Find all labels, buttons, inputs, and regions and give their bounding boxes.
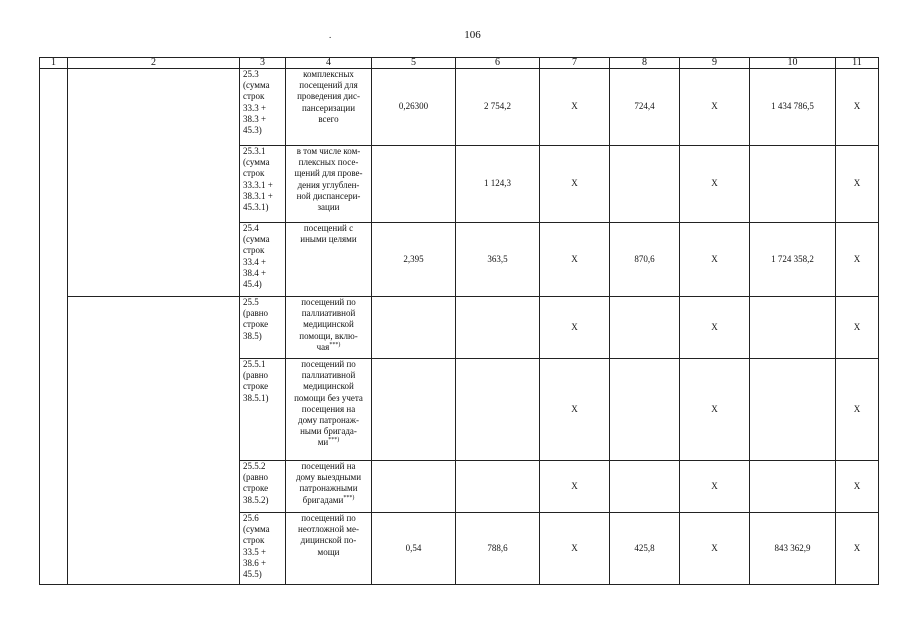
row-description: посещений по паллиативной медицинской помощи, вклю- чая***) (286, 297, 372, 359)
footnote-mark: ***) (328, 437, 340, 444)
cell-c9: X (680, 297, 750, 359)
row-description: комплексных посещений для проведения дис- пансеризации всего (286, 69, 372, 146)
cell-c6 (456, 359, 540, 461)
cell-c6: 363,5 (456, 223, 540, 297)
cell-c10: 1 434 786,5 (750, 69, 836, 146)
cell-c11: X (836, 513, 879, 585)
page-number: 106 (464, 29, 481, 41)
cell-c5: 0,26300 (372, 69, 456, 146)
row-description: посещений по паллиативной медицинской помощи без учета посещения на дому патронаж- ными бригада- ми***) (286, 359, 372, 461)
cell-c6: 788,6 (456, 513, 540, 585)
row-code: 25.5.2 (равно строке 38.5.2) (240, 461, 286, 513)
cell-c8 (610, 359, 680, 461)
cell-c11: X (836, 223, 879, 297)
cell-c5: 2,395 (372, 223, 456, 297)
cell-c7: X (540, 297, 610, 359)
cell-c5 (372, 146, 456, 223)
cell-c10: 843 362,9 (750, 513, 836, 585)
cell-c6: 2 754,2 (456, 69, 540, 146)
cell-c5 (372, 461, 456, 513)
header-cell: 10 (750, 58, 836, 69)
cell-c5 (372, 297, 456, 359)
data-table (39, 57, 879, 585)
cell-c10 (750, 297, 836, 359)
cell-c9: X (680, 223, 750, 297)
header-cell: 11 (836, 58, 879, 69)
row-code: 25.4 (сумма строк 33.4 + 38.4 + 45.4) (240, 223, 286, 297)
cell-c11: X (836, 69, 879, 146)
cell-c7: X (540, 146, 610, 223)
footnote-mark: ***) (329, 341, 341, 348)
cell-c9: X (680, 359, 750, 461)
cell-c6: 1 124,3 (456, 146, 540, 223)
header-cell: 8 (610, 58, 680, 69)
cell-c11: X (836, 461, 879, 513)
row-description: посещений с иными целями (286, 223, 372, 297)
cell-c7: X (540, 69, 610, 146)
cell-c5: 0,54 (372, 513, 456, 585)
cell-c10: 1 724 358,2 (750, 223, 836, 297)
row-code: 25.5.1 (равно строке 38.5.1) (240, 359, 286, 461)
header-cell: 4 (286, 58, 372, 69)
cell-c11: X (836, 146, 879, 223)
cell-c11: X (836, 297, 879, 359)
header-cell: 2 (68, 58, 240, 69)
cell-c8 (610, 461, 680, 513)
page-dot: . (329, 30, 332, 40)
cell-c7: X (540, 223, 610, 297)
cell-c8: 724,4 (610, 69, 680, 146)
cell-c9: X (680, 461, 750, 513)
row-description: посещений на дому выездными патронажными бригадами***) (286, 461, 372, 513)
cell-c9: X (680, 146, 750, 223)
cell-c11: X (836, 359, 879, 461)
table-row (40, 297, 879, 359)
cell-c6 (456, 461, 540, 513)
header-cell: 7 (540, 58, 610, 69)
header-cell: 6 (456, 58, 540, 69)
table-row (40, 69, 879, 146)
cell-c7: X (540, 513, 610, 585)
row-code: 25.5 (равно строке 38.5) (240, 297, 286, 359)
cell-c5 (372, 359, 456, 461)
cell-c7: X (540, 461, 610, 513)
cell-c9: X (680, 513, 750, 585)
cell-c8 (610, 146, 680, 223)
row-description: посещений по неотложной ме- дицинской по- мощи (286, 513, 372, 585)
row-code: 25.3 (сумма строк 33.3 + 38.3 + 45.3) (240, 69, 286, 146)
row-code: 25.6 (сумма строк 33.5 + 38.6 + 45.5) (240, 513, 286, 585)
header-cell: 5 (372, 58, 456, 69)
footnote-mark: ***) (343, 494, 355, 501)
cell-c10 (750, 146, 836, 223)
cell-c10 (750, 359, 836, 461)
cell-c8 (610, 297, 680, 359)
row-code: 25.3.1 (сумма строк 33.3.1 + 38.3.1 + 45.3.1) (240, 146, 286, 223)
cell-c7: X (540, 359, 610, 461)
row-description: в том числе ком- плексных посе- щений для прове- дения углублен- ной диспансери- зации (286, 146, 372, 223)
cell-c6 (456, 297, 540, 359)
header-row (40, 58, 879, 69)
cell-c10 (750, 461, 836, 513)
cell-c9: X (680, 69, 750, 146)
cell-c8: 870,6 (610, 223, 680, 297)
col2-cell (68, 297, 240, 585)
col1-cell (40, 69, 68, 585)
header-cell: 1 (40, 58, 68, 69)
col2-cell (68, 69, 240, 297)
table-body (40, 69, 879, 585)
header-cell: 3 (240, 58, 286, 69)
header-cell: 9 (680, 58, 750, 69)
cell-c8: 425,8 (610, 513, 680, 585)
